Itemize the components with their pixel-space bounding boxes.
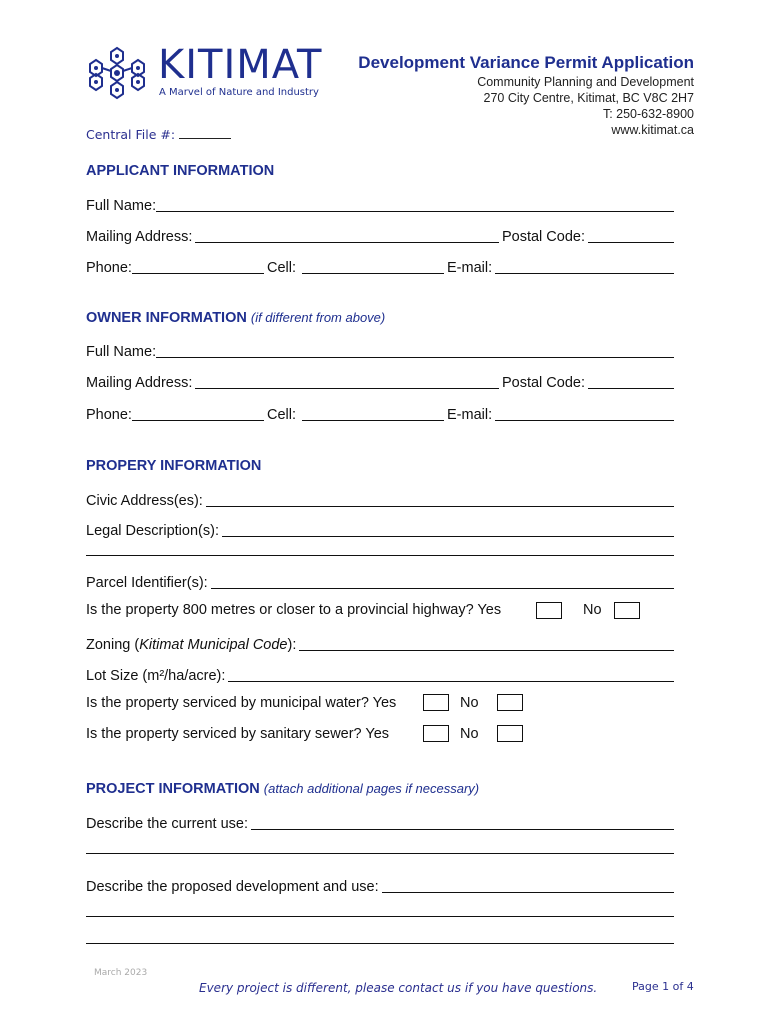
sewer-no-label: No [460,726,479,742]
applicant-mailing-row [86,225,674,245]
owner-mailing-row [86,371,674,391]
owner-heading-note: (if different from above) [250,310,386,325]
applicant-contact-row [86,256,674,276]
central-file-field [86,126,231,142]
highway-no-label: No [583,602,602,618]
applicant-postal-input[interactable] [588,228,674,243]
central-file-input[interactable] [179,126,231,139]
water-yes-checkbox[interactable] [423,694,449,711]
proposed-use-input[interactable] [382,878,674,893]
current-use-extra-line[interactable] [86,853,674,854]
owner-mailing-label: Mailing Address: [86,375,193,391]
highway-yes-checkbox[interactable] [536,602,562,619]
owner-cell-input[interactable] [302,406,444,421]
lot-size-label: Lot Size (m²/ha/acre): [86,668,226,684]
footer-date: March 2023 [94,968,148,978]
lot-size-row [86,664,674,684]
current-use-input[interactable] [251,815,674,830]
proposed-use-extra-line-2[interactable] [86,943,674,944]
applicant-mailing-input[interactable] [195,228,499,243]
parcel-identifier-label: Parcel Identifier(s): [86,575,208,591]
sewer-no-checkbox[interactable] [497,725,523,742]
current-use-label: Describe the current use: [86,816,248,832]
owner-full-name-label: Full Name: [86,344,157,360]
form-title: Development Variance Permit Application [358,53,694,72]
lot-size-input[interactable] [228,667,674,682]
water-no-label: No [460,695,479,711]
civic-address-row [86,489,674,509]
applicant-email-label: E-mail: [446,260,493,276]
applicant-email-input[interactable] [495,259,674,274]
owner-email-label: E-mail: [446,407,493,423]
zoning-input[interactable] [299,636,674,651]
civic-address-input[interactable] [206,492,674,507]
applicant-mailing-label: Mailing Address: [86,229,193,245]
owner-postal-input[interactable] [588,374,674,389]
department-phone: T: 250-632-8900 [602,107,694,121]
applicant-phone-label: Phone: [86,260,132,276]
owner-email-input[interactable] [495,406,674,421]
owner-full-name-input[interactable] [156,343,674,358]
sewer-question: Is the property serviced by sanitary sewer? Yes [86,726,390,742]
department-address: 270 City Centre, Kitimat, BC V8C 2H7 [483,91,694,105]
applicant-cell-input[interactable] [302,259,444,274]
applicant-full-name-input[interactable] [156,197,674,212]
logo-wordmark: KITIMAT [158,42,323,88]
proposed-use-row [86,875,674,895]
legal-description-row [86,519,674,539]
footer-note: Every project is different, please contact us if you have questions. [199,981,598,995]
applicant-postal-label: Postal Code: [501,229,585,245]
proposed-use-label: Describe the proposed development and use: [86,879,379,895]
logo-tagline: A Marvel of Nature and Industry [159,87,319,98]
owner-full-name-row [86,340,674,360]
department-name: Community Planning and Development [477,75,694,89]
sewer-yes-checkbox[interactable] [423,725,449,742]
snowflake-logo-icon [86,44,148,102]
applicant-phone-input[interactable] [132,259,264,274]
project-heading-note: (attach additional pages if necessary) [263,781,480,796]
owner-contact-row [86,403,674,423]
owner-heading: OWNER INFORMATION (if different from above) [86,310,386,326]
civic-address-label: Civic Address(es): [86,493,203,509]
applicant-full-name-row [86,194,674,214]
water-no-checkbox[interactable] [497,694,523,711]
property-heading: PROPERY INFORMATION [86,458,262,474]
page-number: Page 1 of 4 [632,980,694,993]
parcel-identifier-row [86,571,674,591]
zoning-label: Zoning (Kitimat Municipal Code): [86,637,297,653]
central-file-label: Central File #: [86,127,176,142]
owner-cell-label: Cell: [266,407,296,423]
owner-postal-label: Postal Code: [501,375,585,391]
proposed-use-extra-line-1[interactable] [86,916,674,917]
applicant-full-name-label: Full Name: [86,198,157,214]
parcel-identifier-input[interactable] [211,574,674,589]
applicant-cell-label: Cell: [266,260,296,276]
highway-question: Is the property 800 metres or closer to a provincial highway? Yes [86,602,502,618]
legal-description-input[interactable] [222,522,674,537]
current-use-row [86,812,674,832]
owner-mailing-input[interactable] [195,374,499,389]
owner-phone-input[interactable] [132,406,264,421]
department-website[interactable]: www.kitimat.ca [611,123,694,137]
zoning-row [86,633,674,653]
highway-no-checkbox[interactable] [614,602,640,619]
water-question: Is the property serviced by municipal water? Yes [86,695,397,711]
legal-description-extra-line[interactable] [86,555,674,556]
project-heading: PROJECT INFORMATION (attach additional pages if necessary) [86,781,480,797]
legal-description-label: Legal Description(s): [86,523,219,539]
owner-phone-label: Phone: [86,407,132,423]
applicant-heading: APPLICANT INFORMATION [86,163,275,179]
